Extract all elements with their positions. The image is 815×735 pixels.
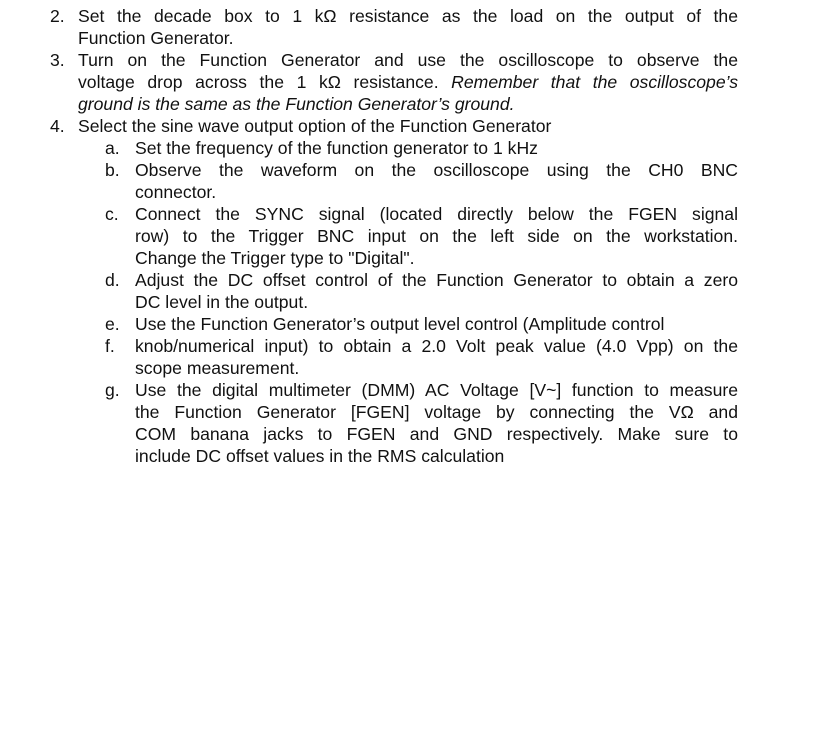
- sub-item-f: [0, 335, 738, 379]
- sub-list-letter: g.: [105, 380, 120, 400]
- sub-text-line: COM banana jacks to FGEN and GND respectively. Make sure to: [135, 424, 738, 444]
- sub-text-line: scope measurement.: [135, 358, 300, 378]
- sub-text-line: DC level in the output.: [135, 292, 309, 312]
- list-number: 4.: [50, 116, 65, 136]
- sub-list-letter: f.: [105, 336, 115, 356]
- sub-text-line: Adjust the DC offset control of the Function Generator to obtain a zero: [135, 270, 738, 290]
- sub-text-line: knob/numerical input) to obtain a 2.0 Volt peak value (4.0 Vpp) on the: [135, 336, 738, 356]
- list-number: 2.: [50, 6, 65, 26]
- sub-item-g: [0, 379, 738, 467]
- sub-text-line: Use the digital multimeter (DMM) AC Voltage [V~] function to measure: [135, 380, 738, 400]
- list-item-4: [0, 115, 738, 137]
- sub-text-line: include DC offset values in the RMS calculation: [135, 446, 505, 466]
- item-text-line-mixed: [78, 71, 738, 93]
- sub-text-line: Observe the waveform on the oscilloscope using the CH0 BNC: [135, 160, 738, 180]
- item-text-italic: Remember that the oscilloscope’s: [451, 72, 738, 92]
- list-item-2: [0, 5, 738, 49]
- item-text-line: Function Generator.: [78, 28, 234, 48]
- sub-item-c: [0, 203, 738, 269]
- sub-list-letter: c.: [105, 204, 119, 224]
- sub-item-a: [0, 137, 738, 159]
- sub-text-line: Connect the SYNC signal (located directly below the FGEN signal: [135, 204, 738, 224]
- sub-text-line: Use the Function Generator’s output level control (Amplitude control: [135, 314, 665, 334]
- sub-list-letter: e.: [105, 314, 120, 334]
- sub-item-e: [0, 313, 738, 335]
- sub-list-letter: a.: [105, 138, 120, 158]
- item-text-italic-line: ground is the same as the Function Generator’s ground.: [78, 94, 515, 114]
- sub-text-line: Set the frequency of the function generator to 1 kHz: [135, 138, 538, 158]
- list-item-3: [0, 49, 738, 115]
- item-text-line: Set the decade box to 1 kΩ resistance as the load on the output of the: [78, 6, 738, 26]
- sub-list-letter: b.: [105, 160, 120, 180]
- sub-text-line: row) to the Trigger BNC input on the left side on the workstation.: [135, 226, 738, 246]
- sub-text-line: Change the Trigger type to "Digital".: [135, 248, 415, 268]
- sub-text-line: the Function Generator [FGEN] voltage by connecting the VΩ and: [135, 402, 738, 422]
- sub-item-b: [0, 159, 738, 203]
- document-page: [0, 5, 815, 467]
- sub-item-d: [0, 269, 738, 313]
- sub-list-letter: d.: [105, 270, 120, 290]
- item-text-normal: voltage drop across the 1 kΩ resistance.: [78, 72, 452, 92]
- sub-text-line: connector.: [135, 182, 217, 202]
- item-text-line: Select the sine wave output option of the Function Generator: [78, 116, 552, 136]
- list-number: 3.: [50, 50, 65, 70]
- item-text-line: Turn on the Function Generator and use the oscilloscope to observe the: [78, 50, 738, 70]
